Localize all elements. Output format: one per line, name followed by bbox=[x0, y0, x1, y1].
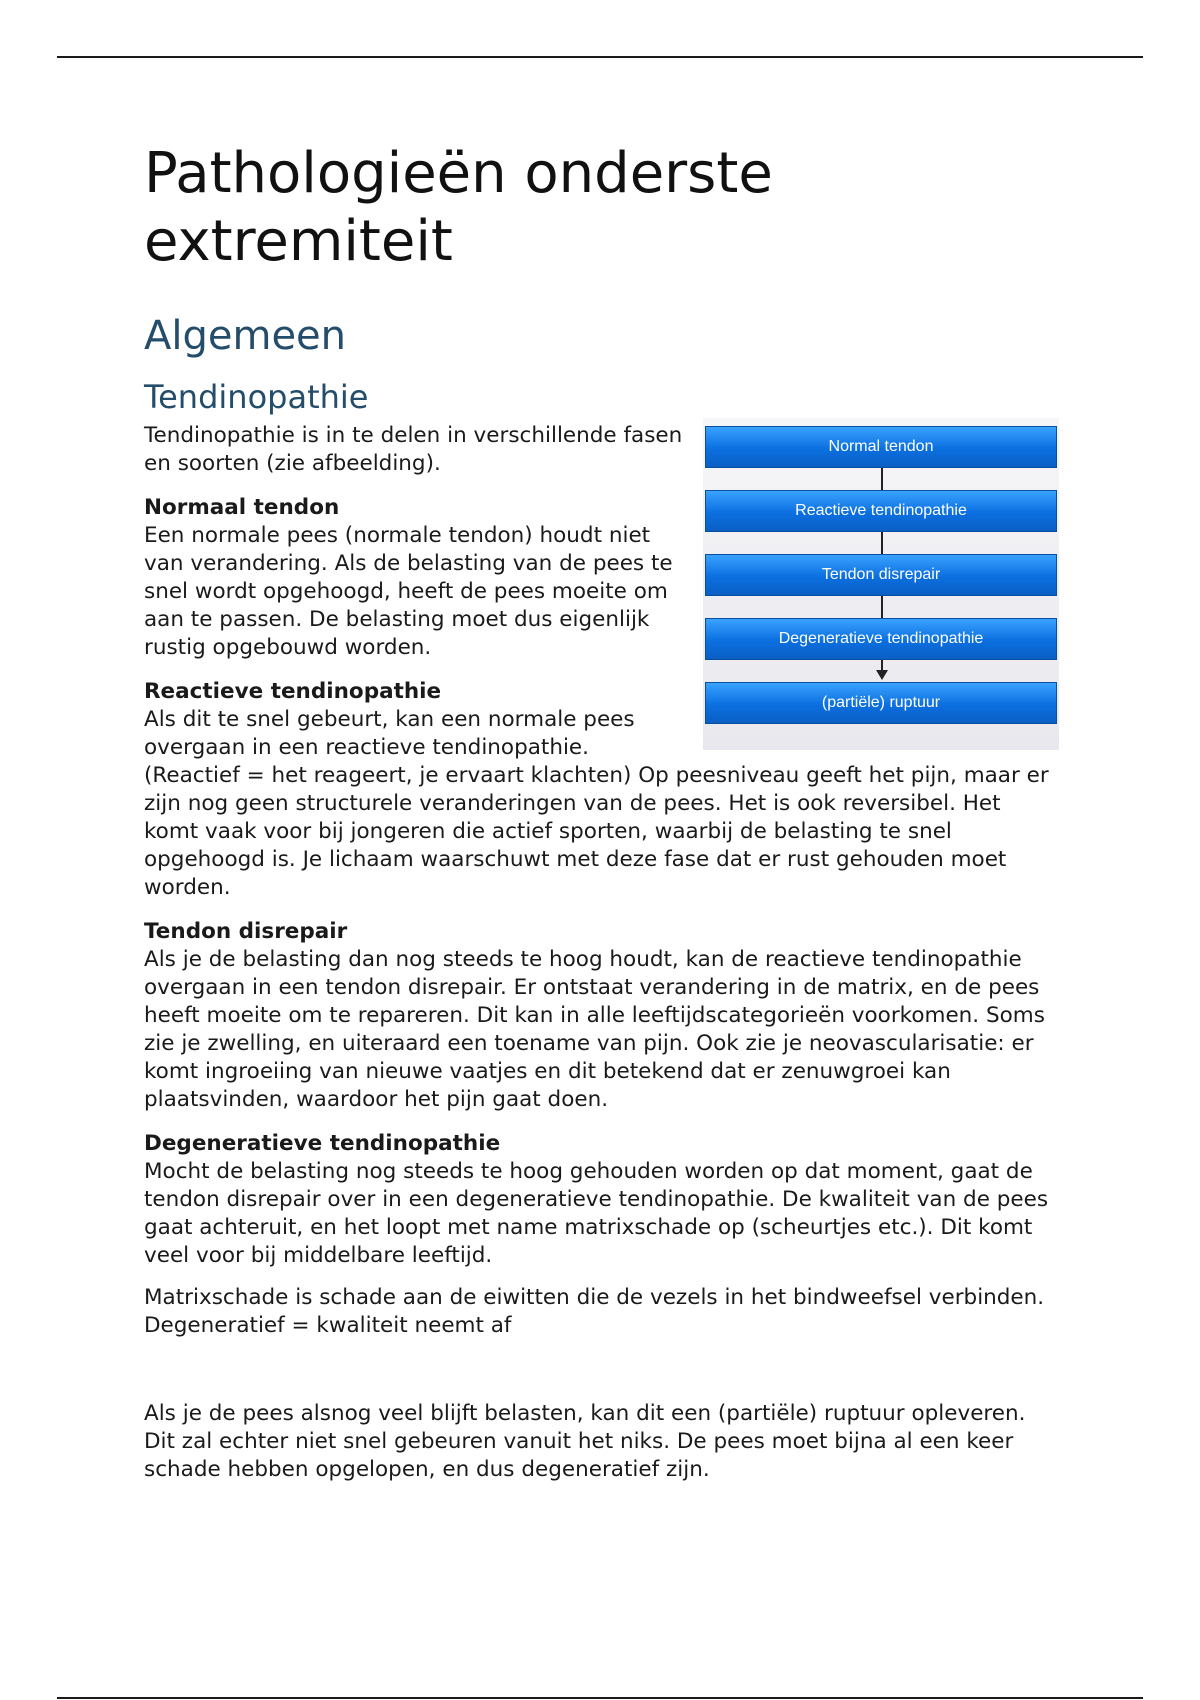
stage-disrepair: Tendon disrepair bbox=[705, 554, 1057, 596]
paragraph-rupture: Als je de pees alsnog veel blijft belasten, kan dit een (partiële) ruptuur opleveren. Dit zal echter niet snel gebeuren vanuit het niks. De pees moet bijna al een keer schade hebben opgelopen, en dus degeneratief zijn. bbox=[144, 1401, 1026, 1482]
intro-paragraph: Tendinopathie is in te delen in verschillende fasen en soorten (zie afbeelding). bbox=[144, 423, 683, 476]
stage-connector bbox=[881, 468, 883, 490]
heading-normal-tendon: Normaal tendon bbox=[144, 495, 340, 520]
degenerative-definition: Degeneratief = kwaliteit neemt af bbox=[144, 1313, 512, 1338]
page-title: Pathologieën onderste extremiteit bbox=[144, 141, 773, 274]
page-content bbox=[144, 140, 1059, 1484]
paragraph-reactive: Als dit te snel gebeurt, kan een normale pees overgaan in een reactieve tendinopathie. (Reactief = het reageert, je ervaart klachten) Op peesniveau geeft het pijn, maar er zijn nog geen structurele veranderingen van de pees. Het is ook reversibel. Het komt vaak voor bij jongeren die actief sporten, waarbij de belasting te snel opgehoogd is. Je lichaam waarschuwt met deze fase dat er rust gehouden moet worden. bbox=[144, 707, 1049, 900]
top-rule bbox=[57, 56, 1143, 58]
heading-degenerative: Degeneratieve tendinopathie bbox=[144, 1131, 501, 1156]
stage-connector bbox=[881, 596, 883, 618]
stage-connector bbox=[881, 532, 883, 554]
paragraph-normal-tendon: Een normale pees (normale tendon) houdt niet van verandering. Als de belasting van de pees te snel wordt opgehoogd, heeft de pees moeite om aan te passen. De belasting moet dus eigenlijk rustig opgebouwd worden. bbox=[144, 523, 673, 660]
section-heading: Algemeen bbox=[144, 313, 347, 359]
stage-rupture: (partiële) ruptuur bbox=[705, 682, 1057, 724]
arrow-down-icon bbox=[876, 670, 888, 680]
tendinopathy-stage-diagram bbox=[703, 418, 1059, 750]
stage-normal-tendon: Normal tendon bbox=[705, 426, 1057, 468]
bottom-rule bbox=[57, 1697, 1143, 1699]
paragraph-degenerative: Mocht de belasting nog steeds te hoog gehouden worden op dat moment, gaat de tendon disrepair over in een degeneratieve tendinopathie. De kwaliteit van de pees gaat achteruit, en het loopt met name matrixschade op (scheurtjes etc.). Dit komt veel voor bij middelbare leeftijd. bbox=[144, 1159, 1049, 1268]
paragraph-disrepair: Als je de belasting dan nog steeds te hoog houdt, kan de reactieve tendinopathie overgaan in een tendon disrepair. Er ontstaat verandering in de matrix, en de pees heeft moeite om te repareren. Dit kan in alle leeftijdscategorieën voorkomen. Soms zie je zwelling, en uiteraard een toename van pijn. Ook zie je neovascularisatie: er komt ingroeiing van nieuwe vaatjes en dit betekend dat er zenuwgroei kan plaatsvinden, waardoor het pijn gaat doen. bbox=[144, 947, 1045, 1112]
subsection-heading: Tendinopathie bbox=[144, 378, 369, 416]
stage-degenerative: Degeneratieve tendinopathie bbox=[705, 618, 1057, 660]
heading-reactive: Reactieve tendinopathie bbox=[144, 679, 442, 704]
matrix-definition: Matrixschade is schade aan de eiwitten die de vezels in het bindweefsel verbinden. bbox=[144, 1285, 1045, 1310]
stage-reactive: Reactieve tendinopathie bbox=[705, 490, 1057, 532]
heading-disrepair: Tendon disrepair bbox=[144, 919, 348, 944]
